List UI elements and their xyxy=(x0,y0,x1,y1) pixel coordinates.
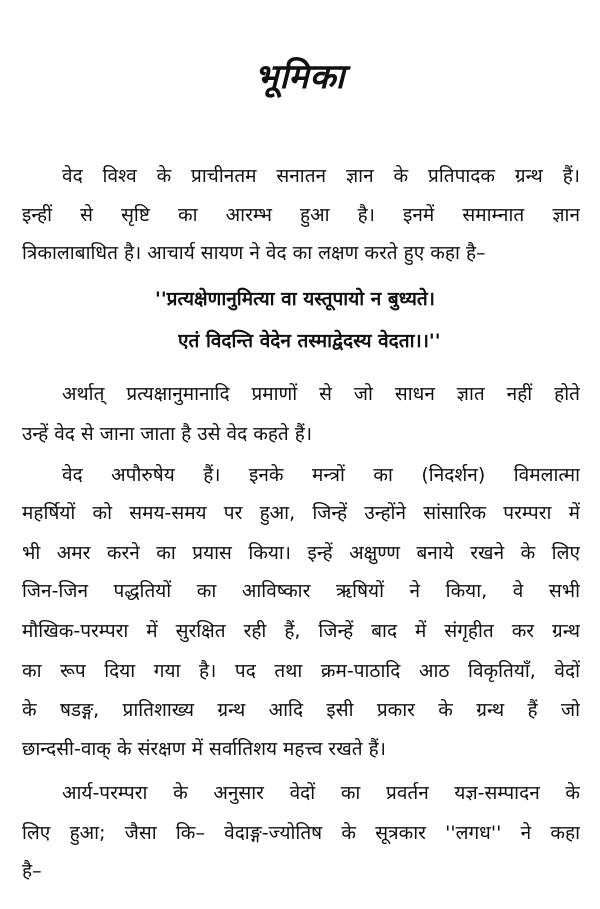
paragraph-2-line-1: अर्थात् प्रत्यक्षानुमानादि प्रमाणों से जो साधन ज्ञात नहीं होते xyxy=(62,383,580,405)
paragraph-1-line-1: वेद विश्व के प्राचीनतम सनातन ज्ञान के प्रतिपादक ग्रन्थ हैं। xyxy=(62,165,580,187)
page-title: भूमिका xyxy=(254,57,346,97)
paragraph-3-line-1: वेद अपौरुषेय हैं। इनके मन्त्रों का (निदर्शन) विमलात्मा xyxy=(62,464,580,486)
paragraph-3-line-3: भी अमर करने का प्रयास किया। इन्हें अक्षुण्ण बनाये रखने के लिए xyxy=(22,542,580,564)
paragraph-3-line-7: के षडङ्ग, प्रातिशाख्य ग्रन्थ आदि इसी प्रकार के ग्रन्थ हैं जो xyxy=(22,699,580,721)
paragraph-1-line-2: इन्हीं से सृष्टि का आरम्भ हुआ है। इनमें समाम्नात ज्ञान xyxy=(22,204,580,226)
paragraph-4-line-2: लिए हुआ; जैसा कि– वेदाङ्ग-ज्योतिष के सूत्रकार ''लगध'' ने कहा xyxy=(22,822,580,844)
paragraph-3-line-6: का रूप दिया गया है। पद तथा क्रम-पाठादि आठ विकृतियाँ, वेदों xyxy=(22,660,580,682)
paragraph-3-line-4: जिन-जिन पद्धतियों का आविष्कार ऋषियों ने किया, वे सभी xyxy=(22,580,580,602)
paragraph-3-line-8: छान्दसी-वाक् के संरक्षण में सर्वातिशय महत्त्व रखते हैं। xyxy=(22,738,386,760)
paragraph-2-line-2: उन्हें वेद से जाना जाता है उसे वेद कहते हैं। xyxy=(22,423,313,445)
paragraph-1-line-3: त्रिकालाबाधित है। आचार्य सायण ने वेद का लक्षण करते हुए कहा है– xyxy=(22,242,486,264)
verse-line-1: ''प्रत्यक्षेणानुमित्या वा यस्तूपायो न बुध्यते। xyxy=(155,288,435,310)
verse-line-2: एतं विदन्ति वेदेन तस्माद्वेदस्य वेदता।।'' xyxy=(178,330,441,352)
paragraph-3-line-5: मौखिक-परम्परा में सुरक्षित रही हैं, जिन्हें बाद में संगृहीत कर ग्रन्थ xyxy=(22,620,580,642)
paragraph-3-line-2: महर्षियों को समय-समय पर हुआ, जिन्हें उन्होंने सांसारिक परम्परा में xyxy=(22,502,580,524)
paragraph-4-line-1: आर्य-परम्परा के अनुसार वेदों का प्रवर्तन यज्ञ-सम्पादन के xyxy=(62,782,580,804)
paragraph-4-line-3: है– xyxy=(22,860,42,882)
